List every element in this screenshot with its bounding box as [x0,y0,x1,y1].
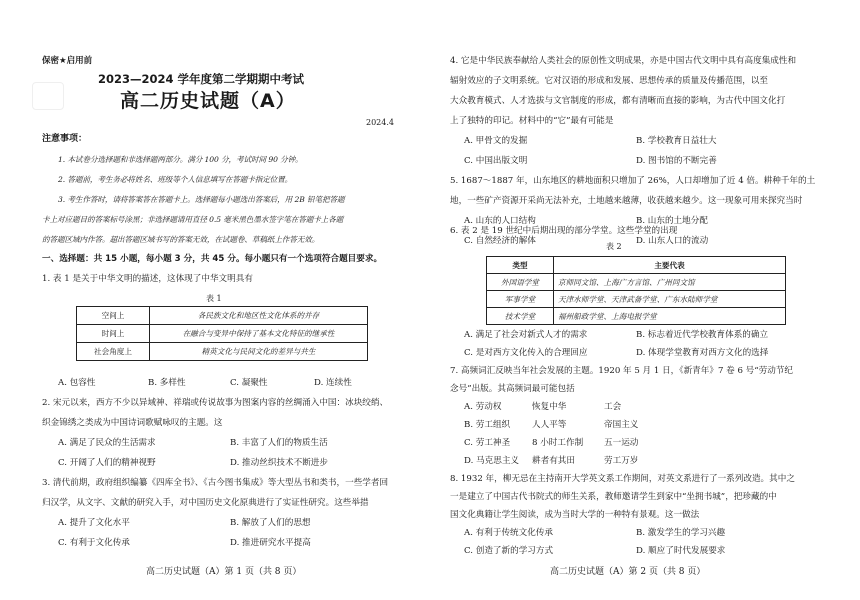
table-header-row [487,257,786,274]
option: D. 图书馆的不断完善 [636,156,717,166]
question-3-stem: 归汉学，从文字、文献的研究入手，对中国历史文化原典进行了实证性研究。这些举措 [42,498,369,508]
option-word: 劳工万岁 [604,456,639,466]
question-7-stem: 念号”出版。其高频词最可能包括 [450,384,575,394]
question-4-stem: 辐射效应的子文明系统。它对汉语的形成和发展、思想传承的质量及传播范围，以至 [450,76,768,86]
option: B. 丰富了人们的物质生活 [230,438,328,448]
table-row [487,308,786,325]
table-cell-label: 军事学堂 [487,291,554,308]
option-letter: C. 劳工神圣 [464,438,511,448]
table-cell-label: 空间上 [77,307,150,325]
option-word: 五一运动 [604,438,639,448]
option: C. 开阔了人们的精神视野 [58,458,156,468]
table-1 [76,306,368,361]
option: B. 激发学生的学习兴趣 [636,528,726,538]
table-2-caption: 表 2 [606,242,622,251]
option: C. 创造了新的学习方式 [464,546,554,556]
notice-line: 1. 本试卷分选择题和非选择题两部分。满分 100 分，考试时间 90 分钟。 [58,155,303,164]
option: C. 中国出版文明 [464,156,528,166]
option-word: 帝国主义 [604,420,639,430]
page-footer: 高二历史试题（A）第 2 页（共 8 页） [550,567,706,577]
option: A. 满足了民众的生活需求 [58,438,156,448]
subject-title: 高二历史试题（A） [120,90,296,112]
option: D. 山东人口的流动 [636,236,709,246]
question-2-stem: 2. 宋元以来，西方不少以异域神、祥瑞或传说故事为图案内容的丝绸涌入中国：冰块绞绡、 [42,398,389,408]
table-row [77,343,368,361]
option: D. 推进研究水平提高 [230,538,311,548]
table-row [77,307,368,325]
option: A. 山东的人口结构 [464,216,536,226]
question-2-stem: 织金锦绣之类成为中国诗词歌赋咏叹的主题。这 [42,418,223,428]
option: B. 解放了人们的思想 [230,518,311,528]
faint-stamp-mark [32,82,64,110]
question-7-stem: 7. 高频词汇反映当年社会发展的主题。1920 年 5 月 1 日，《新青年》7 卷 6 号“劳动节纪 [450,366,794,376]
option: B. 多样性 [148,378,186,388]
option: A. 包容性 [58,378,96,388]
option-word: 耕者有其田 [532,456,575,466]
notice-line: 3. 考生作答时，请将答案答在答题卡上。选择题每小题选出答案后，用 2B 铅笔把答题 [58,195,345,204]
option: B. 学校教育日益壮大 [636,136,717,146]
table-1-caption: 表 1 [206,294,222,303]
table-cell-value: 福州船政学堂、上海电报学堂 [554,308,786,325]
question-5-stem: 5. 1687～1887 年，山东地区的耕地面积只增加了 26%，人口却增加了近 4 倍。耕种千年的土 [450,176,816,186]
table-cell-value: 精英文化与民间文化的差异与共生 [150,343,368,361]
option-letter: D. 马克思主义 [464,456,520,466]
table-2 [486,256,786,325]
secret-label: 保密★启用前 [42,56,93,66]
option-letter: A. 劳动权 [464,402,502,412]
table-header-cell: 类型 [487,257,554,274]
option: B. 标志着近代学校教育体系的确立 [636,330,769,340]
option: D. 体现学堂教育对西方文化的选择 [636,348,769,358]
question-8-stem: 国文化典籍让学生阅读，成为当时大学的一种特有景观。这一做法 [450,510,700,520]
option: C. 有利于文化传承 [58,538,130,548]
question-4-stem: 大众教育模式、人才选拔与文官制度的形成，都有清晰而直接的影响，为古代中国文化打 [450,96,786,106]
option-word: 工会 [604,402,622,412]
option: D. 推动丝织技术不断进步 [230,458,328,468]
option: D. 连续性 [314,378,352,388]
table-cell-label: 外国语学堂 [487,274,554,291]
question-1-stem: 1. 表 1 是关于中华文明的描述，这体现了中华文明具有 [42,274,253,284]
page-2 [430,0,860,600]
table-row [77,325,368,343]
option: A. 提升了文化水平 [58,518,130,528]
page-footer: 高二历史试题（A）第 1 页（共 8 页） [146,567,302,577]
question-4-stem: 4. 它是中华民族奉献给人类社会的原创性文明成果，亦是中国古代文明中具有高度集成性和 [450,56,797,66]
table-row [487,291,786,308]
section-heading: 一、选择题：共 15 小题，每小题 3 分，共 45 分。每小题只有一个选项符合题目要求。 [42,254,383,264]
table-cell-value: 京师同文馆、上海广方言馆、广州同文馆 [554,274,786,291]
option-word: 8 小时工作制 [532,438,584,448]
table-cell-label: 社会角度上 [77,343,150,361]
table-cell-value: 天津水师学堂、天津武备学堂、广东水陆师学堂 [554,291,786,308]
option: A. 有利于传统文化传承 [464,528,554,538]
option-word: 人人平等 [532,420,567,430]
notice-heading: 注意事项： [42,134,88,144]
question-8-stem: 8. 1932 年，柳无忌在主持南开大学英文系工作期间，对英文系进行了一系列改造。其中之 [450,474,795,484]
option: B. 山东的土地分配 [636,216,708,226]
option: C. 自然经济的解体 [464,236,536,246]
exam-title: 2023—2024 学年度第二学期期中考试 [98,72,305,86]
option: D. 顺应了时代发展要求 [636,546,726,556]
question-8-stem: 一是建立了中国古代书院式的师生关系，教师邀请学生到家中“坐拥书城”，把珍藏的中 [450,492,777,502]
option-letter: B. 劳工组织 [464,420,511,430]
table-header-cell: 主要代表 [554,257,786,274]
notice-line: 卡上对应题目的答案标号涂黑；非选择题请用直径 0.5 毫米黑色墨水签字笔在答题卡上各题 [42,215,344,224]
question-6-stem: 6. 表 2 是 19 世纪中后期出现的部分学堂。这些学堂的出现 [450,226,678,236]
table-cell-label: 时间上 [77,325,150,343]
exam-date: 2024.4 [366,118,394,127]
table-cell-value: 在融合与变异中保持了基本文化特征的继承性 [150,325,368,343]
question-3-stem: 3. 清代前期，政府组织编纂《四库全书》、《古今图书集成》等大型丛书和类书，一些学者回 [42,478,389,488]
option: A. 甲骨文的发掘 [464,136,528,146]
option: A. 满足了社会对新式人才的需求 [464,330,588,340]
option: C. 是对西方文化传入的合理回应 [464,348,588,358]
table-cell-value: 各民族文化和地区性文化体系的并存 [150,307,368,325]
option: C. 凝聚性 [230,378,268,388]
notice-line: 的答题区域内作答。超出答题区域书写的答案无效，在试题卷、草稿纸上作答无效。 [42,235,320,244]
table-cell-label: 技术学堂 [487,308,554,325]
question-4-stem: 上了独特的印记。材料中的“它”最有可能是 [450,116,614,126]
option-word: 恢复中华 [532,402,567,412]
notice-line: 2. 答题前，考生务必将姓名、班级等个人信息填写在答题卡指定位置。 [58,175,293,184]
question-5-stem: 地，一些矿产资源开采尚无法补充，土地越来越薄，收获越来越少。这一现象可用来探究当时 [450,196,803,206]
table-row [487,274,786,291]
